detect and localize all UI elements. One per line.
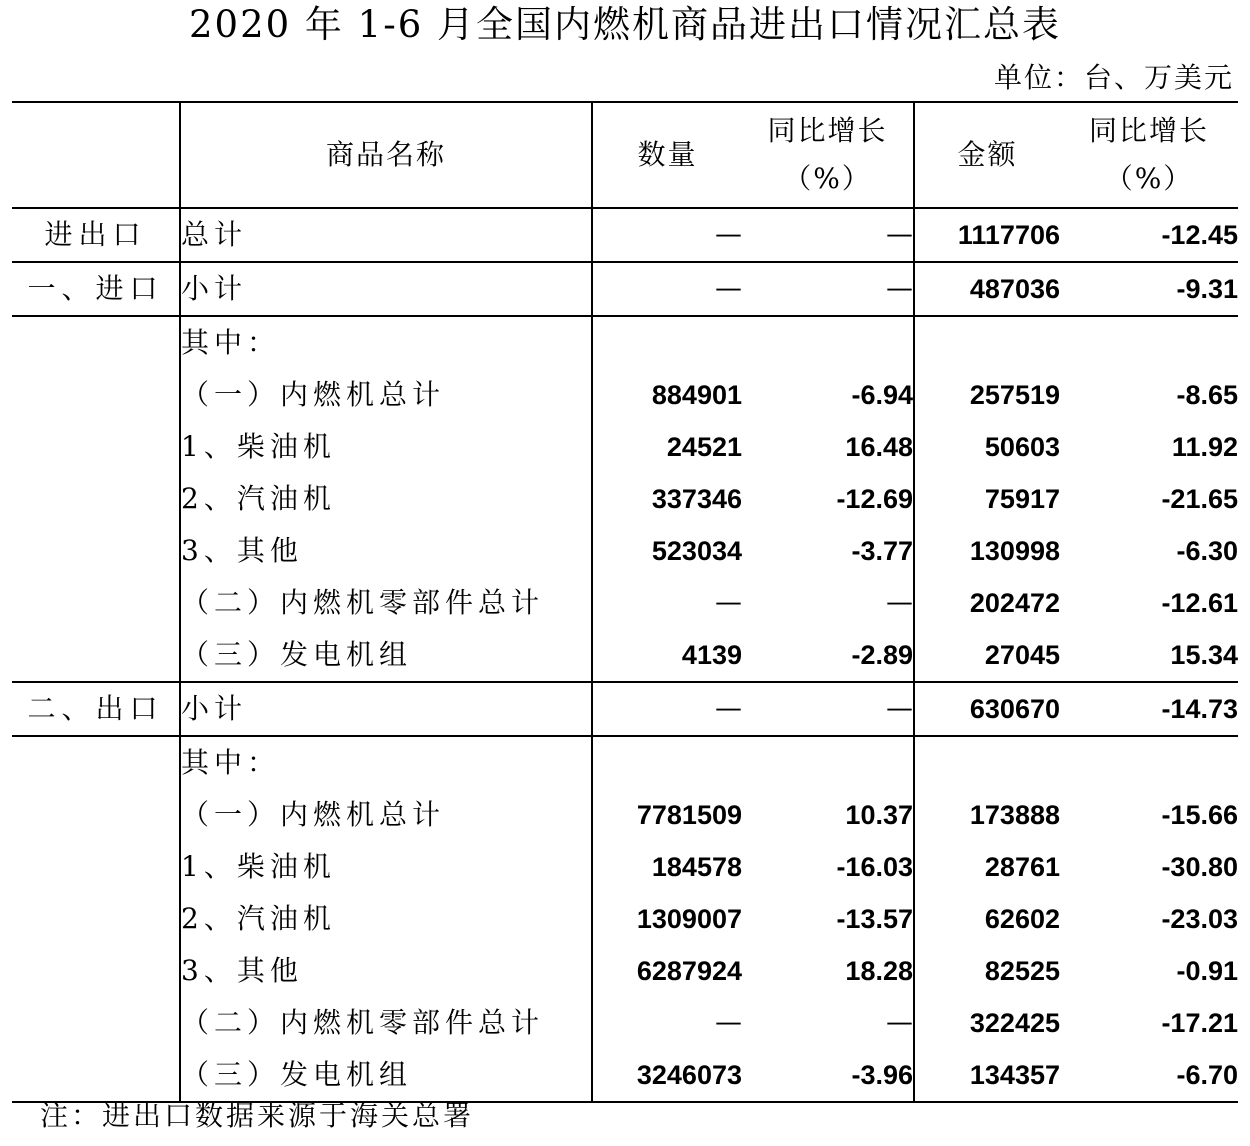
category-cell: [12, 316, 180, 369]
quantity-cell: 4139: [681, 640, 742, 670]
yoy-quantity-cell: -12.69: [742, 473, 914, 525]
category-cell: 一、进口: [12, 262, 180, 316]
yoy-quantity-cell: -3.96: [742, 1049, 914, 1102]
amount-cell: 50603: [984, 432, 1060, 462]
yoy-quantity-cell: 16.48: [742, 421, 914, 473]
amount-cell: 27045: [984, 640, 1060, 670]
quantity-cell: —: [715, 1007, 742, 1038]
header-name: 商品名称: [180, 102, 592, 208]
amount-cell: 82525: [984, 956, 1060, 986]
item-name-cell: 3、其他: [180, 945, 592, 997]
amount-cell: 75917: [984, 484, 1060, 514]
amount-cell: 62602: [984, 904, 1060, 934]
table-row: [12, 262, 1238, 316]
table-row: [12, 893, 1238, 945]
category-cell: [12, 525, 180, 577]
unit-label: 单位：台、万美元: [993, 61, 1234, 94]
page-title: 2020 年 1-6 月全国内燃机商品进出口情况汇总表: [188, 3, 1062, 46]
item-name-cell: 2、汽油机: [180, 473, 592, 525]
amount-cell: 173888: [969, 800, 1060, 830]
table-row: [12, 682, 1238, 736]
header-category: [12, 102, 180, 208]
amount-cell: 257519: [969, 380, 1060, 410]
yoy-amount-cell: -17.21: [1161, 1008, 1238, 1038]
yoy-quantity-cell: —: [742, 208, 914, 262]
yoy-amount-cell: [1060, 316, 1238, 369]
item-name-cell: 其中：: [180, 736, 592, 789]
yoy-quantity-cell: -16.03: [742, 841, 914, 893]
category-cell: [12, 841, 180, 893]
yoy-amount-cell: 15.34: [1170, 640, 1238, 670]
item-name-cell: 1、柴油机: [180, 421, 592, 473]
header-yoy-amount: 同比增长 （%）: [1060, 102, 1238, 208]
item-name-cell: 总计: [180, 208, 592, 262]
quantity-cell: —: [592, 682, 742, 736]
header-amount: 金额: [914, 102, 1060, 208]
category-cell: 二、出口: [12, 682, 180, 736]
table-row: [12, 208, 1238, 262]
yoy-quantity-cell: —: [742, 577, 914, 629]
quantity-cell: [592, 316, 742, 369]
source-note: 注：进出口数据来源于海关总署: [40, 1099, 475, 1132]
table-row: [12, 736, 1238, 789]
item-name-cell: （一）内燃机总计: [180, 789, 592, 841]
amount-cell: 134357: [914, 1049, 1060, 1102]
yoy-quantity-cell: -13.57: [742, 893, 914, 945]
quantity-cell: —: [592, 208, 742, 262]
yoy-quantity-cell: -3.77: [742, 525, 914, 577]
yoy-amount-cell: [1060, 736, 1238, 789]
amount-cell: 130998: [969, 536, 1060, 566]
amount-cell: 202472: [969, 588, 1060, 618]
yoy-amount-cell: -15.66: [1161, 800, 1238, 830]
table-row: [12, 945, 1238, 997]
table-row: [12, 473, 1238, 525]
amount-cell: [914, 736, 1060, 789]
table-row: [12, 525, 1238, 577]
quantity-cell: 523034: [651, 536, 742, 566]
header-quantity: 数量: [592, 102, 742, 208]
amount-cell: [914, 316, 1060, 369]
table-body: [12, 208, 1238, 1102]
yoy-amount-cell: -6.30: [1176, 536, 1238, 566]
quantity-cell: —: [592, 262, 742, 316]
category-cell: [12, 421, 180, 473]
item-name-cell: 小计: [180, 262, 592, 316]
category-cell: [12, 789, 180, 841]
item-name-cell: 3、其他: [180, 525, 592, 577]
yoy-amount-cell: -14.73: [1060, 682, 1238, 736]
quantity-cell: 184578: [651, 852, 742, 882]
yoy-quantity-cell: —: [742, 997, 914, 1049]
yoy-quantity-cell: -2.89: [742, 629, 914, 682]
yoy-amount-cell: -6.70: [1060, 1049, 1238, 1102]
amount-cell: 630670: [914, 682, 1060, 736]
yoy-amount-cell: -9.31: [1060, 262, 1238, 316]
quantity-cell: 1309007: [636, 904, 742, 934]
yoy-quantity-cell: —: [742, 682, 914, 736]
yoy-amount-cell: 11.92: [1171, 432, 1238, 462]
amount-cell: 487036: [914, 262, 1060, 316]
amount-cell: 322425: [969, 1008, 1060, 1038]
yoy-amount-cell: -12.45: [1060, 208, 1238, 262]
table-row: [12, 421, 1238, 473]
yoy-quantity-cell: —: [742, 262, 914, 316]
item-name-cell: （三）发电机组: [180, 1049, 592, 1102]
yoy-quantity-cell: -6.94: [742, 369, 914, 421]
yoy-amount-cell: -21.65: [1161, 484, 1238, 514]
category-cell: [12, 473, 180, 525]
item-name-cell: 2、汽油机: [180, 893, 592, 945]
table-row: [12, 316, 1238, 369]
quantity-cell: 337346: [651, 484, 742, 514]
quantity-cell: 24521: [666, 432, 742, 462]
table-row: [12, 369, 1238, 421]
item-name-cell: （一）内燃机总计: [180, 369, 592, 421]
category-cell: [12, 736, 180, 789]
table-row: [12, 629, 1238, 682]
yoy-quantity-cell: 10.37: [742, 789, 914, 841]
category-cell: [12, 629, 180, 682]
item-name-cell: 1、柴油机: [180, 841, 592, 893]
yoy-quantity-cell: 18.28: [742, 945, 914, 997]
category-cell: [12, 893, 180, 945]
category-cell: [12, 997, 180, 1049]
summary-table: [12, 101, 1238, 1103]
quantity-cell: —: [715, 587, 742, 618]
table-row: [12, 997, 1238, 1049]
table-row: [12, 841, 1238, 893]
table-row: [12, 789, 1238, 841]
category-cell: [12, 577, 180, 629]
yoy-amount-cell: -23.03: [1161, 904, 1238, 934]
yoy-amount-cell: -0.91: [1176, 956, 1238, 986]
quantity-cell: 3246073: [592, 1049, 742, 1102]
quantity-cell: [592, 736, 742, 789]
yoy-amount-cell: -8.65: [1176, 380, 1238, 410]
quantity-cell: 6287924: [636, 956, 742, 986]
yoy-quantity-cell: [742, 316, 914, 369]
yoy-quantity-cell: [742, 736, 914, 789]
item-name-cell: （三）发电机组: [180, 629, 592, 682]
quantity-cell: 884901: [651, 380, 742, 410]
item-name-cell: （二）内燃机零部件总计: [180, 577, 592, 629]
category-cell: [12, 945, 180, 997]
table-row: [12, 577, 1238, 629]
item-name-cell: 小计: [180, 682, 592, 736]
yoy-amount-cell: -12.61: [1161, 588, 1238, 618]
item-name-cell: 其中：: [180, 316, 592, 369]
amount-cell: 1117706: [914, 208, 1060, 262]
amount-cell: 28761: [984, 852, 1060, 882]
yoy-amount-cell: -30.80: [1161, 852, 1238, 882]
quantity-cell: 7781509: [636, 800, 742, 830]
category-cell: 进出口: [12, 208, 180, 262]
item-name-cell: （二）内燃机零部件总计: [180, 997, 592, 1049]
header-yoy-quantity: 同比增长 （%）: [742, 102, 914, 208]
category-cell: [12, 369, 180, 421]
